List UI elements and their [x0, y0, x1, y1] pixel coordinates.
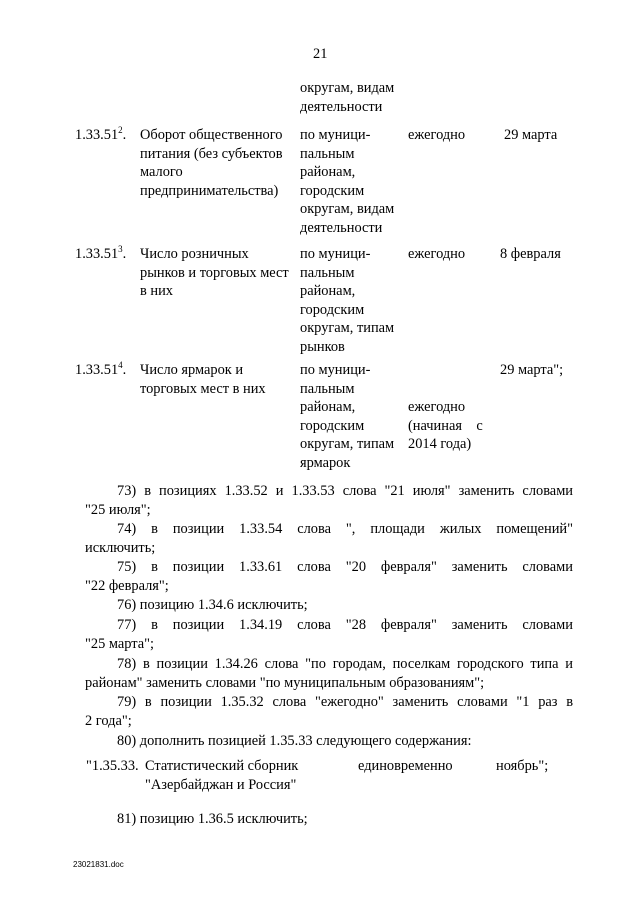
item-first-line: 73) в позициях 1.33.52 и 1.33.53 слова "21 июля" заменить словами	[117, 483, 573, 499]
deadline: 29 марта	[504, 127, 558, 143]
breakdown: по муници- пальным районам, городским округам, типам рынков	[300, 246, 395, 355]
position-name: Число розничных рынков и торговых мест в них	[140, 246, 289, 299]
item-first-line: 75) в позиции 1.33.61 слова "20 февраля" заменить словами	[117, 559, 573, 575]
item-continuation: "25 марта";	[85, 636, 154, 652]
item-first-line: 74) в позиции 1.33.54 слова ", площади жилых помещений"	[117, 521, 573, 537]
position-name: Оборот общественного питания (без субъектов малого предпринимательства)	[140, 127, 283, 199]
item-continuation: районам" заменить словами "по муниципальным образованиям";	[85, 675, 485, 691]
item-continuation: "22 февраля";	[85, 578, 169, 594]
insert-code: "1.35.33.	[86, 758, 139, 774]
item-first-line: 77) в позиции 1.34.19 слова "28 февраля" заменить словами	[117, 617, 573, 633]
continuation-line: деятельности	[300, 98, 383, 115]
period: ежегодно (начиная с 2014 года)	[408, 399, 483, 452]
continuation-line: округам, видам	[300, 80, 395, 96]
breakdown: по муници- пальным районам, городским округам, типам ярмарок	[300, 362, 395, 471]
item-continuation: исключить;	[85, 540, 156, 556]
page-number: 21	[313, 46, 328, 62]
insert-period: единовременно	[358, 758, 453, 774]
breakdown: по муници- пальным районам, городским округам, видам деятельности	[300, 127, 395, 236]
item-first-line: 76) позицию 1.34.6 исключить;	[117, 597, 308, 613]
table-continuation	[300, 79, 394, 116]
insert-name: Статистический сборник	[145, 758, 299, 774]
item-continuation: "25 июля";	[85, 502, 151, 518]
position-name: Число ярмарок и торговых мест в них	[140, 362, 266, 397]
position-code: 1.33.51$^2$.	[75, 125, 127, 143]
period: ежегодно	[408, 246, 466, 262]
position-code: 1.33.51$^4$.	[75, 360, 127, 378]
position-code: 1.33.51$^3$.	[75, 244, 127, 262]
period: ежегодно	[408, 127, 466, 143]
insert-name-continuation: "Азербайджан и Россия"	[145, 777, 297, 793]
deadline: 29 марта";	[500, 362, 564, 378]
insert-date: ноябрь";	[496, 758, 549, 774]
item-first-line: 78) в позиции 1.34.26 слова "по городам, поселкам городского типа и	[117, 656, 573, 672]
footer-filename: 23021831.doc	[73, 860, 124, 869]
item-continuation: 2 года";	[85, 713, 132, 729]
item-first-line: 80) дополнить позицией 1.35.33 следующего содержания:	[117, 733, 472, 749]
deadline: 8 февраля	[500, 246, 561, 262]
amendment-item: 81) позицию 1.36.5 исключить;	[117, 811, 308, 827]
item-first-line: 79) в позиции 1.35.32 слова "ежегодно" заменить словами "1 раз в	[117, 694, 573, 710]
